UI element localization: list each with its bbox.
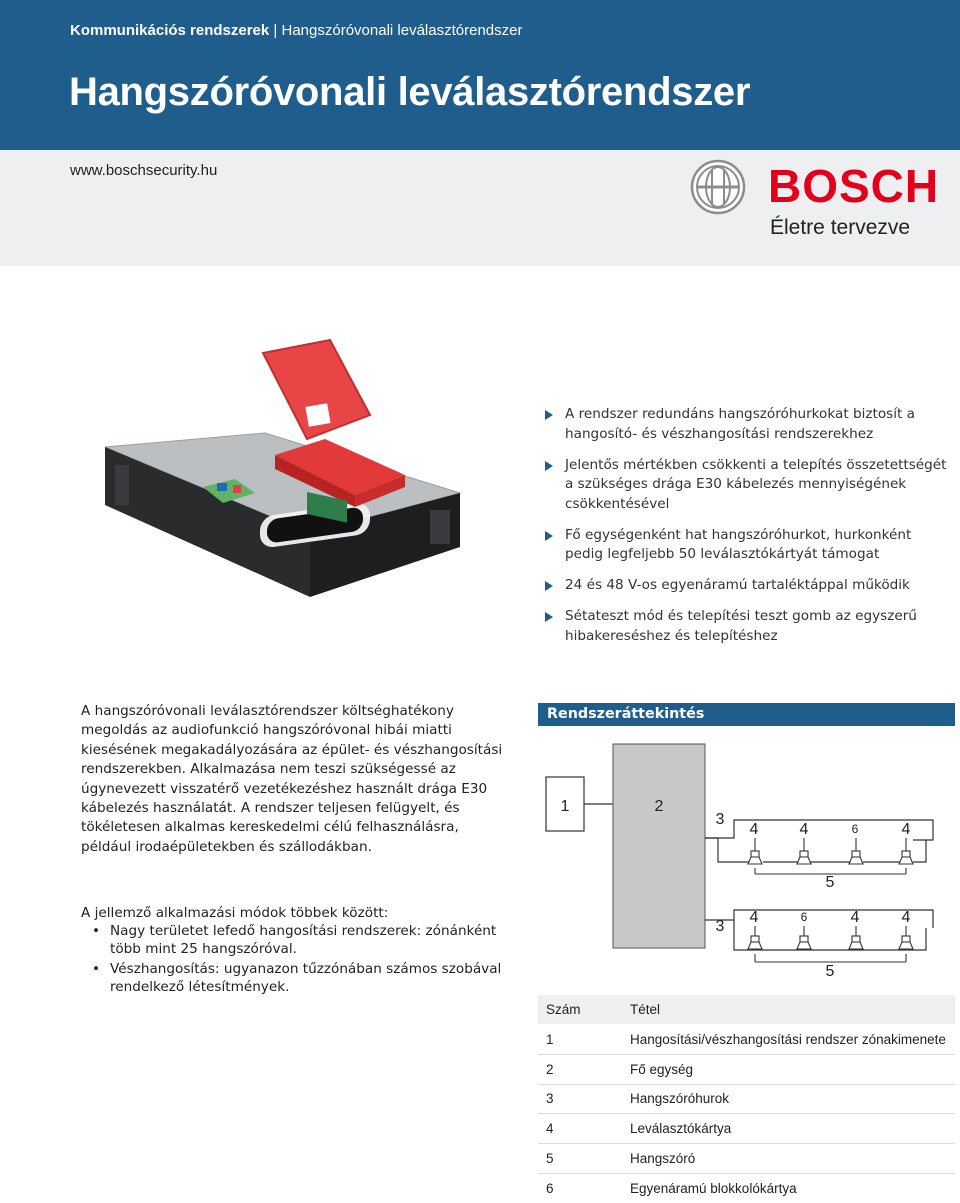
product-photo xyxy=(95,335,465,615)
description-paragraph: A hangszóróvonali leválasztórendszer költséghatékony megoldás az audiofunkció hangszóróvonal hibái miatti kiesésének megakadályozására az épület- és vészhangosítási rendszerekben. Alkalmazása nem teszi szükségessé az úgynevezett visszatérő vezetékezéshez használt drága E30 kábelezés használatát. A rendszer teljesen felügyelt, és tökéletesen alkalmas kereskedelmi célú felhasználásra, például irodaépületekben és szállodákban. xyxy=(81,703,503,855)
zone-output-label: 1 xyxy=(560,798,570,815)
table-header-row xyxy=(538,995,955,1025)
breadcrumb-category: Kommunikációs rendszerek xyxy=(70,22,270,39)
loop-b-card-4: 4 xyxy=(901,909,911,926)
breadcrumb-product-line: Hangszóróvonali leválasztórendszer xyxy=(281,22,523,39)
bullet-arrow-icon xyxy=(545,581,553,591)
website-url[interactable]: www.boschsecurity.hu xyxy=(70,162,218,179)
legend-table xyxy=(538,995,955,1203)
breadcrumb xyxy=(70,22,522,39)
bullet-arrow-icon xyxy=(545,461,553,471)
column-header-number: Szám xyxy=(538,995,630,1025)
loop-b-card-2: 6 xyxy=(800,910,808,924)
header-band xyxy=(0,0,960,150)
loop-a-card-1: 4 xyxy=(749,821,759,838)
loop-a-card-3: 6 xyxy=(851,822,859,836)
table-row: 2 Fő egység xyxy=(538,1054,955,1084)
page-title: Hangszóróvonali leválasztórendszer xyxy=(69,70,751,114)
list-item: • Nagy területet lefedő hangosítási rendszerek: zónánként több mint 25 hangszóróval. xyxy=(92,923,497,957)
table-row: 1 Hangosítási/vészhangosítási rendszer zónakimenete xyxy=(538,1025,955,1055)
table-row: 5 Hangszóró xyxy=(538,1143,955,1173)
feature-list xyxy=(545,405,950,658)
bullet-dot-icon: • xyxy=(92,923,101,939)
bullet-arrow-icon xyxy=(545,612,553,622)
bullet-dot-icon: • xyxy=(92,961,101,977)
speaker-icon xyxy=(748,926,913,949)
table-row: 6 Egyenáramú blokkolókártya xyxy=(546,1180,797,1196)
loop-a-label: 3 xyxy=(715,811,725,828)
table-row: 4 Leválasztókártya xyxy=(538,1114,955,1144)
loop-b-card-1: 4 xyxy=(749,909,759,926)
column-header-item: Tétel xyxy=(630,995,955,1025)
uses-list xyxy=(81,922,521,998)
feature-item: Jelentős mértékben csökkenti a telepítés összetettségét a szükséges drága E30 kábelezés mennyiségének csökkentésével xyxy=(545,456,950,515)
loop-a-card-2: 4 xyxy=(799,821,809,838)
speaker-b-label: 5 xyxy=(825,963,835,980)
speaker-icon xyxy=(748,838,913,864)
feature-item: A rendszer redundáns hangszóróhurkokat biztosít a hangosító- és vészhangosítási rendszerekhez xyxy=(545,405,950,444)
bosch-armature-icon xyxy=(690,159,746,215)
brand-tagline: Életre tervezve xyxy=(770,216,911,239)
loop-a-card-4: 4 xyxy=(901,821,911,838)
feature-item: 24 és 48 V-os egyenáramú tartaléktáppal működik xyxy=(545,576,950,596)
bullet-arrow-icon xyxy=(545,531,553,541)
feature-item: Fő egységenként hat hangszóróhurkot, hurkonként pedig legfeljebb 50 leválasztókártyát támogat xyxy=(545,526,950,565)
main-unit-box xyxy=(613,744,705,948)
table-row: 3 Hangszóróhurok xyxy=(538,1084,955,1114)
loop-b-card-3: 4 xyxy=(850,909,860,926)
section-header-overview: Rendszeráttekintés xyxy=(538,703,955,726)
bullet-arrow-icon xyxy=(545,410,553,420)
uses-intro: A jellemző alkalmazási módok többek között: xyxy=(81,905,389,921)
loop-b-label: 3 xyxy=(715,918,725,935)
brand-wordmark: BOSCH xyxy=(768,160,940,212)
main-unit-label: 2 xyxy=(654,798,664,815)
system-diagram xyxy=(538,738,955,988)
list-item: • Vészhangosítás: ugyanazon tűzzónában számos szobával rendelkező létesítmények. xyxy=(92,961,502,995)
breadcrumb-separator: | xyxy=(273,22,278,39)
subheader-band xyxy=(0,150,960,266)
speaker-a-label: 5 xyxy=(825,874,835,891)
feature-item: Sétateszt mód és telepítési teszt gomb az egyszerű hibakereséshez és telepítéshez xyxy=(545,607,950,646)
